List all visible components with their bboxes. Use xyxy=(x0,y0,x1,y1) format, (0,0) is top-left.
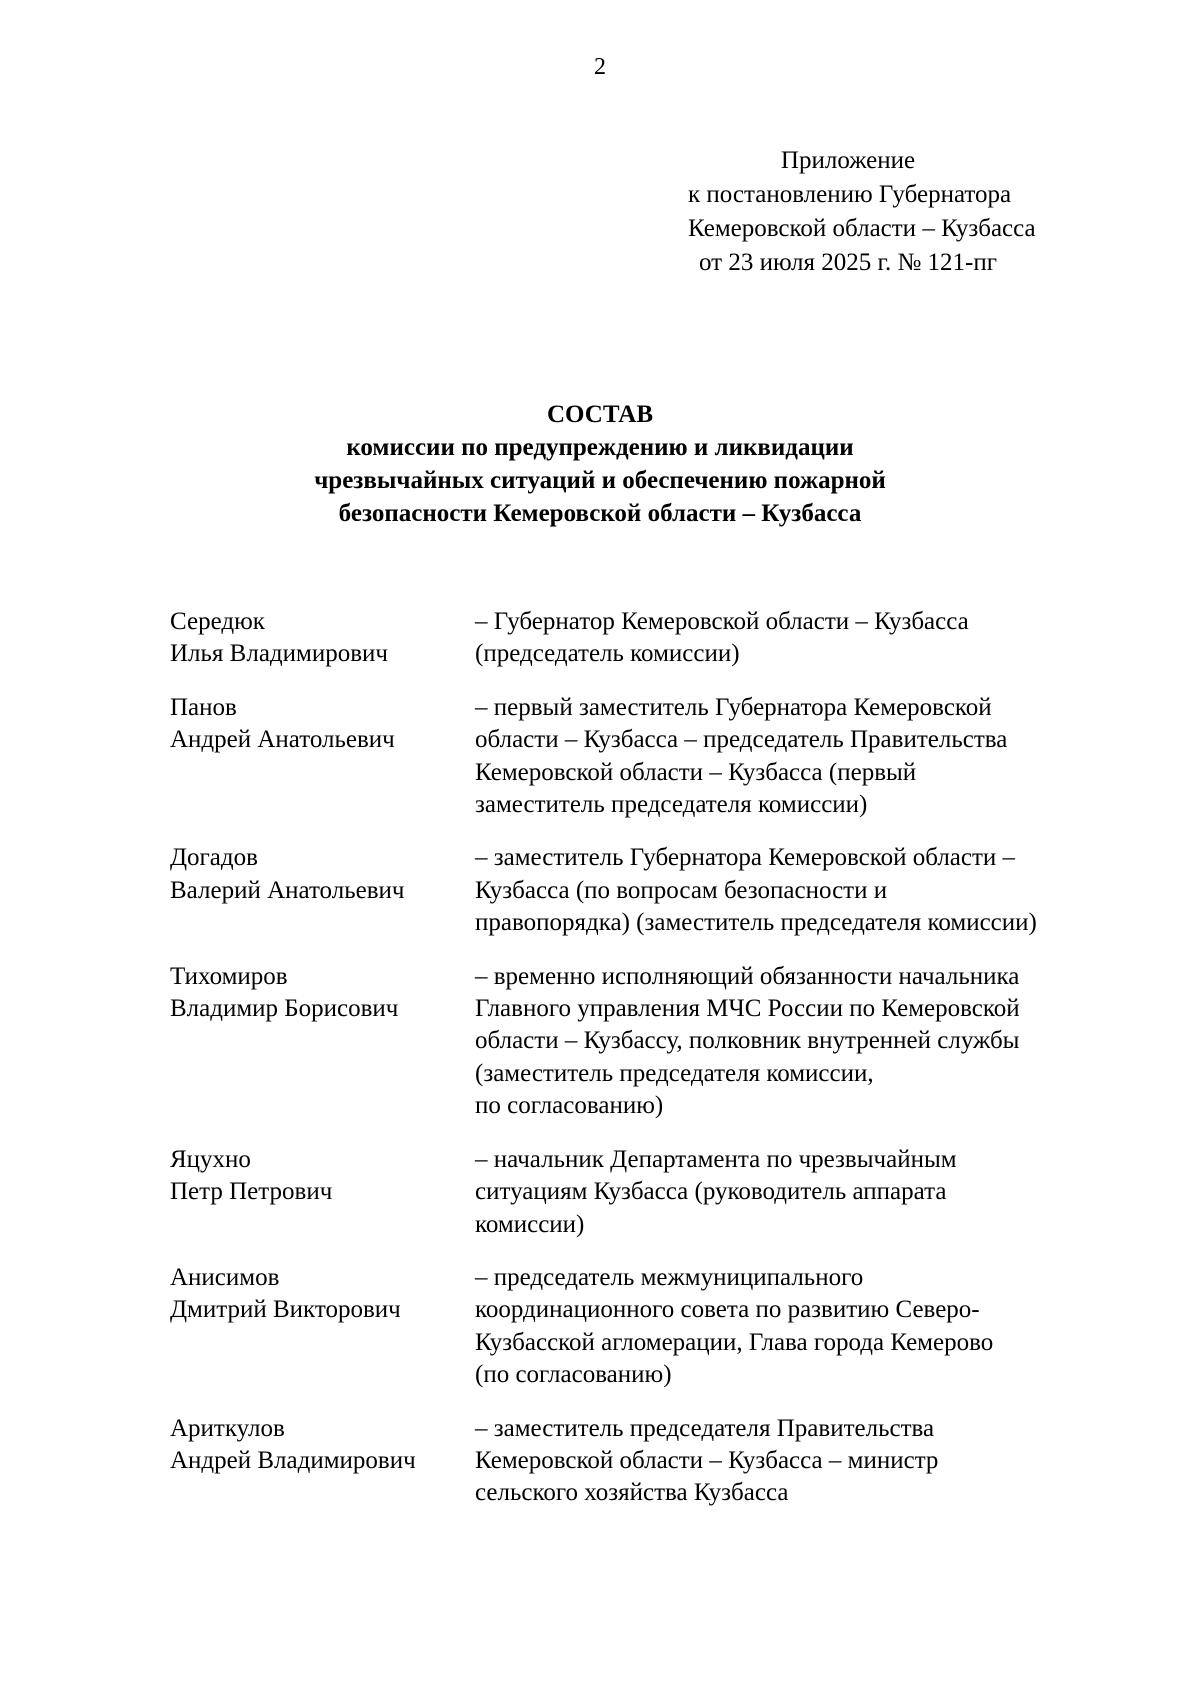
appendix-line: Кемеровской области – Кузбасса xyxy=(688,215,1036,242)
member-surname: Яцухно xyxy=(170,1145,251,1173)
member-surname: Анисимов xyxy=(170,1263,280,1291)
member-name xyxy=(170,1144,475,1241)
role-line: заместитель председателя комиссии) xyxy=(475,791,868,819)
role-line: (по согласованию) xyxy=(475,1361,672,1389)
member-name xyxy=(170,692,475,822)
title-line: чрезвычайных ситуаций и обеспечению пожарной xyxy=(314,467,886,494)
member-given-name: Владимир Борисович xyxy=(170,995,399,1023)
role-line: Кемеровской области – Кузбасса – министр xyxy=(475,1446,939,1474)
role-line: области – Кузбасса – председатель Правительства xyxy=(475,726,1008,754)
members-list xyxy=(170,606,1130,1531)
member-row xyxy=(170,606,1130,671)
member-row xyxy=(170,1262,1130,1392)
member-row xyxy=(170,842,1130,939)
role-line: по согласованию) xyxy=(475,1092,664,1120)
member-role xyxy=(475,1144,1130,1241)
member-surname: Тихомиров xyxy=(170,962,288,990)
member-row xyxy=(170,961,1130,1123)
member-row xyxy=(170,1413,1130,1510)
member-surname: Середюк xyxy=(170,608,265,635)
member-given-name: Андрей Владимирович xyxy=(170,1446,416,1474)
role-line: – Губернатор Кемеровской области – Кузбасса xyxy=(475,608,969,635)
role-line: – первый заместитель Губернатора Кемеровской xyxy=(475,693,992,721)
title-line: безопасности Кемеровской области – Кузбасса xyxy=(338,500,862,527)
role-line: Кузбасса (по вопросам безопасности и xyxy=(475,876,888,904)
appendix-line: к постановлению Губернатора xyxy=(688,181,1012,208)
role-line: – заместитель Губернатора Кемеровской области – xyxy=(475,844,1016,872)
role-line: – заместитель председателя Правительства xyxy=(475,1414,935,1442)
member-role xyxy=(475,842,1130,939)
role-line: координационного совета по развитию Северо- xyxy=(475,1296,980,1324)
member-surname: Ариткулов xyxy=(170,1414,285,1442)
member-role xyxy=(475,606,1130,671)
role-line: Кемеровской области – Кузбасса (первый xyxy=(475,758,917,786)
member-name xyxy=(170,961,475,1123)
member-given-name: Андрей Анатольевич xyxy=(170,726,395,754)
role-line: области – Кузбассу, полковник внутренней службы xyxy=(475,1027,1020,1055)
role-line: Кузбасской агломерации, Глава города Кемерово xyxy=(475,1328,994,1356)
role-line: (заместитель председателя комиссии, xyxy=(475,1059,874,1087)
member-role xyxy=(475,1413,1130,1510)
appendix-line: Приложение xyxy=(780,147,916,174)
member-role xyxy=(475,692,1130,822)
title-heading: СОСТАВ xyxy=(546,401,654,428)
title-line: комиссии по предупреждению и ликвидации xyxy=(346,434,854,461)
role-line: комиссии) xyxy=(475,1210,585,1238)
role-line: Главного управления МЧС России по Кемеровской xyxy=(475,995,1020,1023)
member-role xyxy=(475,961,1130,1123)
member-name xyxy=(170,606,475,671)
role-line: сельского хозяйства Кузбасса xyxy=(475,1479,789,1507)
document-title xyxy=(0,398,1200,530)
member-surname: Догадов xyxy=(170,844,258,872)
member-role xyxy=(475,1262,1130,1392)
member-name xyxy=(170,1413,475,1510)
page-number: 2 xyxy=(594,54,606,80)
role-line: ситуациям Кузбасса (руководитель аппарата xyxy=(475,1178,947,1206)
member-row xyxy=(170,1144,1130,1241)
member-given-name: Илья Владимирович xyxy=(170,640,388,668)
appendix-line: от 23 июля 2025 г. № 121-пг xyxy=(699,249,997,276)
role-line: (председатель комиссии) xyxy=(475,640,740,668)
member-surname: Панов xyxy=(170,693,237,721)
member-name xyxy=(170,1262,475,1392)
role-line: – председатель межмуниципального xyxy=(475,1263,864,1291)
role-line: правопорядка) (заместитель председателя комиссии) xyxy=(475,909,1037,937)
role-line: – временно исполняющий обязанности начальника xyxy=(475,962,1020,990)
appendix-block xyxy=(688,144,1036,280)
member-row xyxy=(170,692,1130,822)
member-given-name: Валерий Анатольевич xyxy=(170,876,405,904)
member-name xyxy=(170,842,475,939)
role-line: – начальник Департамента по чрезвычайным xyxy=(475,1145,957,1173)
member-given-name: Дмитрий Викторович xyxy=(170,1296,401,1324)
member-given-name: Петр Петрович xyxy=(170,1178,333,1206)
